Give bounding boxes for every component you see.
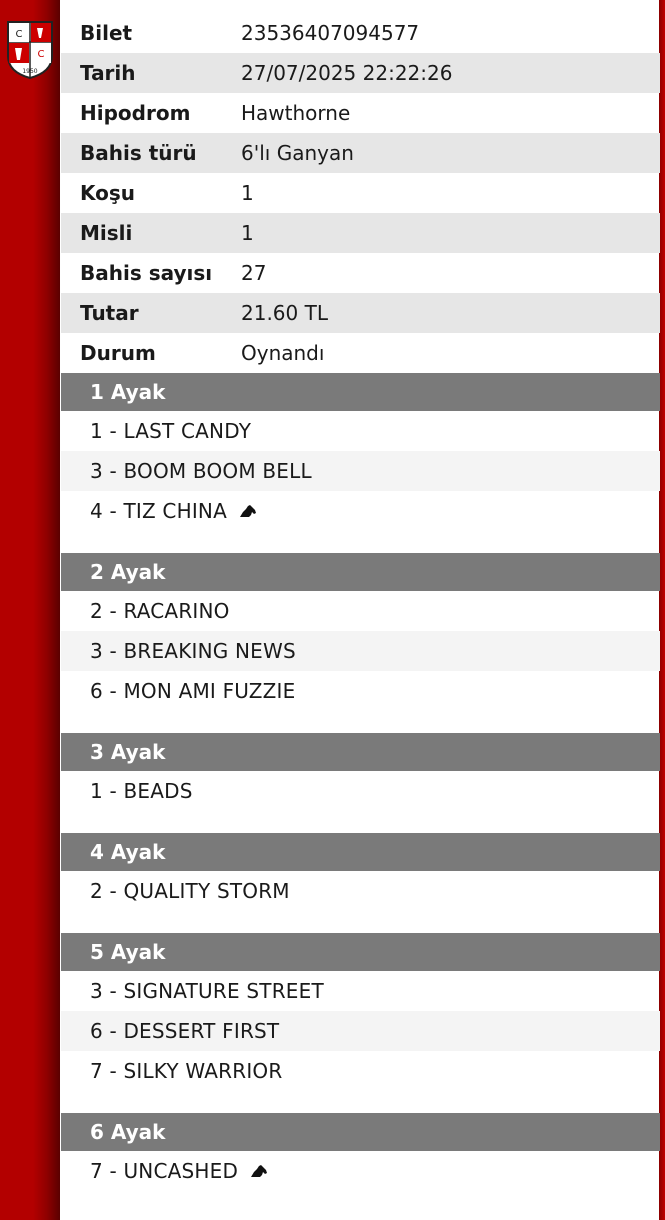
- info-label: Bahis sayısı: [80, 261, 213, 285]
- leg-header: 5 Ayak: [61, 933, 660, 971]
- leg-header: 1 Ayak: [61, 373, 660, 411]
- horse-name: 2 - QUALITY STORM: [90, 879, 290, 903]
- svg-text:1950: 1950: [22, 68, 38, 75]
- horse-row: [61, 1051, 660, 1091]
- info-row: [61, 133, 660, 173]
- horse-name: 1 - BEADS: [90, 779, 193, 803]
- info-row: [61, 173, 660, 213]
- info-label: Bilet: [80, 21, 133, 45]
- horse-row: [61, 1151, 660, 1191]
- info-label: Durum: [80, 341, 156, 365]
- leg-header: 3 Ayak: [61, 733, 660, 771]
- legs-list: [61, 373, 660, 1191]
- ticket-detail: [61, 13, 660, 1191]
- info-label: Tarih: [80, 61, 136, 85]
- horse-row: [61, 451, 660, 491]
- horse-row: [61, 631, 660, 671]
- horse-name: 3 - BREAKING NEWS: [90, 639, 296, 663]
- leg-header: 4 Ayak: [61, 833, 660, 871]
- left-sidebar: [0, 0, 60, 1220]
- club-logo-icon: [6, 20, 54, 80]
- info-value: 1: [241, 181, 254, 205]
- leg-header: 2 Ayak: [61, 553, 660, 591]
- info-row: [61, 53, 660, 93]
- horse-row: [61, 771, 660, 811]
- horse-name: 2 - RACARINO: [90, 599, 230, 623]
- info-row: [61, 333, 660, 373]
- leg-spacer: [61, 1091, 660, 1113]
- horse-row: [61, 591, 660, 631]
- horse-name: 3 - BOOM BOOM BELL: [90, 459, 312, 483]
- info-value: 21.60 TL: [241, 301, 328, 325]
- ticket-info: [61, 13, 660, 373]
- info-value: 1: [241, 221, 254, 245]
- horse-name: 6 - DESSERT FIRST: [90, 1019, 280, 1043]
- horse-name: 7 - SILKY WARRIOR: [90, 1059, 283, 1083]
- horse-row: [61, 671, 660, 711]
- leg-spacer: [61, 711, 660, 733]
- info-value: 27/07/2025 22:22:26: [241, 61, 453, 85]
- horse-row: [61, 411, 660, 451]
- info-label: Misli: [80, 221, 133, 245]
- horse-name: 7 - UNCASHED: [90, 1159, 239, 1183]
- info-row: [61, 253, 660, 293]
- horse-row: [61, 871, 660, 911]
- horse-name: 6 - MON AMI FUZZIE: [90, 679, 296, 703]
- horse-head-icon: [250, 1164, 268, 1178]
- info-row: [61, 293, 660, 333]
- info-value: 23536407094577: [241, 21, 420, 45]
- info-value: 27: [241, 261, 267, 285]
- info-label: Bahis türü: [80, 141, 197, 165]
- info-row: [61, 13, 660, 53]
- horse-head-icon: [239, 504, 257, 518]
- leg-spacer: [61, 531, 660, 553]
- info-label: Tutar: [80, 301, 139, 325]
- horse-name: 1 - LAST CANDY: [90, 419, 252, 443]
- info-value: 6'lı Ganyan: [241, 141, 354, 165]
- info-value: Hawthorne: [241, 101, 351, 125]
- horse-row: [61, 491, 660, 531]
- info-label: Koşu: [80, 181, 136, 205]
- info-row: [61, 213, 660, 253]
- info-row: [61, 93, 660, 133]
- horse-name: 4 - TIZ CHINA: [90, 499, 227, 523]
- info-value: Oynandı: [241, 341, 325, 365]
- leg-spacer: [61, 811, 660, 833]
- horse-row: [61, 1011, 660, 1051]
- info-label: Hipodrom: [80, 101, 191, 125]
- svg-text:C: C: [37, 49, 45, 60]
- leg-header: 6 Ayak: [61, 1113, 660, 1151]
- leg-spacer: [61, 911, 660, 933]
- horse-row: [61, 971, 660, 1011]
- horse-name: 3 - SIGNATURE STREET: [90, 979, 324, 1003]
- svg-text:C: C: [15, 29, 23, 40]
